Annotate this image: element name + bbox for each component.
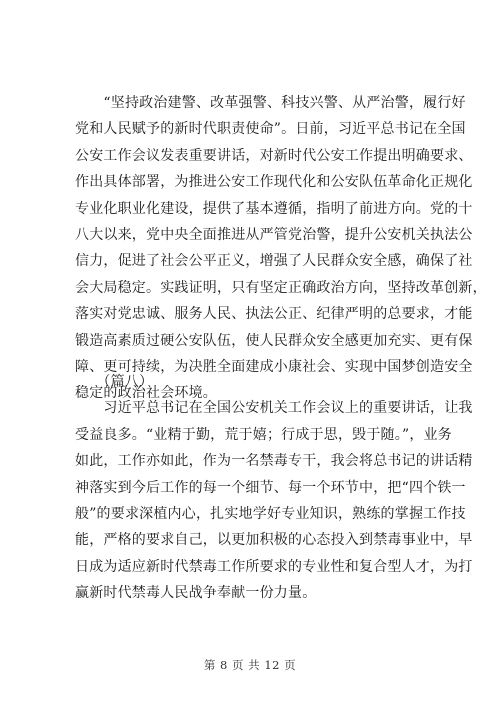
paragraph-line: 公安工作会议发表重要讲话，对新时代公安工作提出明确要求、: [75, 147, 473, 164]
paragraph-line: “坚持政治建警、改革强警、科技兴警、从严治警，履行好: [75, 95, 466, 111]
paragraph-line: 八大以来，党中央全面推进从严管党治警，提升公安机关执法公: [75, 226, 473, 243]
page-footer: 第 8 页 共 12 页: [203, 658, 297, 672]
paragraph-line: 般”的要求深植内心，扎实地学好专业知识，熟练的掌握工作技: [75, 505, 466, 522]
paragraph-line: 信力，促进了社会公平正义，增强了人民群众安全感，确保了社: [75, 253, 473, 270]
paragraph-line: 日成为适应新时代禁毒工作所要求的专业性和复合型人才，为打: [75, 558, 473, 575]
paragraph-line: 锻造高素质过硬公安队伍，使人民群众安全感更加充实、更有保: [75, 332, 473, 349]
paragraph-line: 赢新时代禁毒人民战争奉献一份力量。: [75, 585, 317, 602]
paragraph-line: 作出具体部署，为推进公安工作现代化和公安队伍革命化正规化: [75, 174, 473, 191]
paragraph-line: 落实对党忠诚、服务人民、执法公正、纪律严明的总要求，才能: [75, 306, 473, 323]
section7-body: [75, 90, 487, 407]
section8-body: [75, 369, 473, 607]
paragraph-line: 会大局稳定。实践证明，只有坚定正确政治方向，坚持改革创新，: [75, 279, 487, 296]
paragraph-line: 受益良多。“业精于勤，荒于嬉；行成于思，毁于随。”，业务: [75, 426, 452, 443]
paragraph-line: 神落实到今后工作的每一个细节、每一个环节中，把“四个铁一: [75, 479, 466, 496]
paragraph-line: 习近平总书记在全国公安机关工作会议上的重要讲话，让我: [75, 400, 473, 417]
section-heading: （篇八）: [75, 374, 154, 390]
paragraph-line: 专业化职业化建设，提供了基本遵循，指明了前进方向。党的十: [75, 200, 473, 217]
paragraph-line: 稳定的政治社会环境。: [75, 385, 217, 402]
paragraph-line: 党和人民赋予的新时代职责使命”。日前，习近平总书记在全国: [75, 121, 466, 138]
paragraph-line: 如此，工作亦如此，作为一名禁毒专干，我会将总书记的讲话精: [75, 453, 473, 470]
paragraph-line: 能，严格的要求自己，以更加积极的心态投入到禁毒事业中，早: [75, 532, 473, 549]
paragraph-line: 障、更可持续，为决胜全面建成小康社会、实现中国梦创造安全: [75, 358, 473, 375]
